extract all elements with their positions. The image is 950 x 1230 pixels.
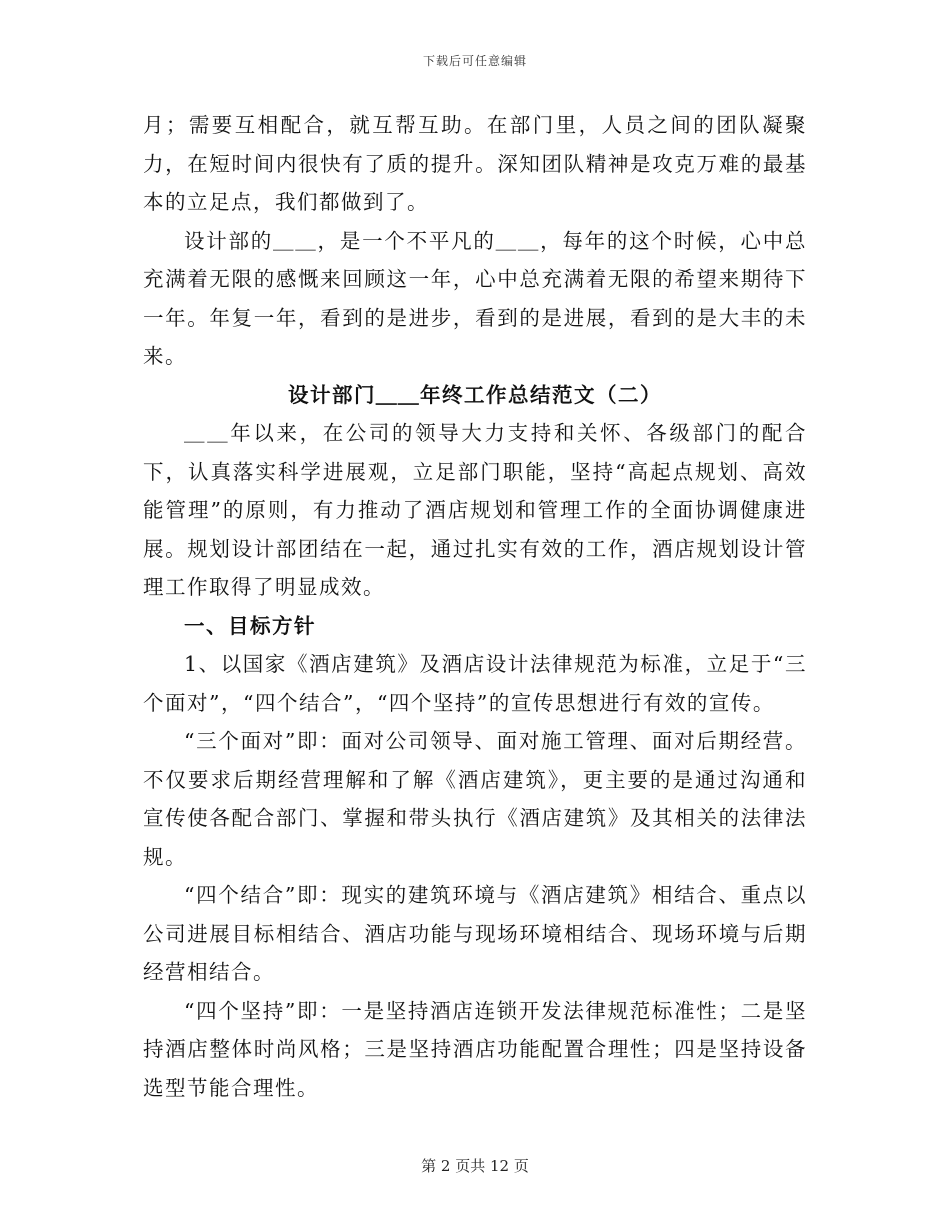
heading-goals: 一、目标方针 (184, 613, 316, 638)
paragraph-7: “四个坚持”即：一是坚持酒店连锁开发法律规范标准性；二是坚持酒店整体时尚风格；三是坚持酒店功能配置合理性；四是坚持设备选型节能合理性。 (143, 998, 807, 1100)
document-body (143, 106, 807, 1107)
paragraph-4: 1、以国家《酒店建筑》及酒店设计法律规范为标准，立足于“三个面对”，“四个结合”，“四个坚持”的宣传思想进行有效的宣传。 (143, 652, 807, 715)
paragraph-1: 月；需要互相配合，就互帮互助。在部门里，人员之间的团队凝聚力，在短时间内很快有了质的提升。深知团队精神是攻克万难的最基本的立足点，我们都做到了。 (143, 113, 807, 214)
paragraph-6: “四个结合”即：现实的建筑环境与《酒店建筑》相结合、重点以公司进展目标相结合、酒店功能与现场环境相结合、现场环境与后期经营相结合。 (143, 883, 807, 984)
paragraph-3: ＿＿年以来，在公司的领导大力支持和关怀、各级部门的配合下，认真落实科学进展观，立足部门职能，坚持“高起点规划、高效能管理”的原则，有力推动了酒店规划和管理工作的全面协调健康进展。规划设计部团结在一起，通过扎实有效的工作，酒店规划设计管理工作取得了明显成效。 (143, 421, 807, 599)
paragraph-5: “三个面对”即：面对公司领导、面对施工管理、面对后期经营。不仅要求后期经营理解和了解《酒店建筑》，更主要的是通过沟通和宣传使各配合部门、掌握和带头执行《酒店建筑》及其相关的法律法规。 (143, 729, 807, 869)
page-header: 下载后可任意编辑 (422, 54, 527, 68)
page-number-footer: 第 2 页共 12 页 (421, 1157, 529, 1175)
section-title: 设计部门＿＿年终工作总结范文（二） (288, 382, 662, 407)
paragraph-2: 设计部的＿＿，是一个不平凡的＿＿，每年的这个时候，心中总充满着无限的感慨来回顾这一年，心中总充满着无限的希望来期待下一年。年复一年，看到的是进步，看到的是进展，看到的是大丰的未来。 (143, 228, 807, 368)
